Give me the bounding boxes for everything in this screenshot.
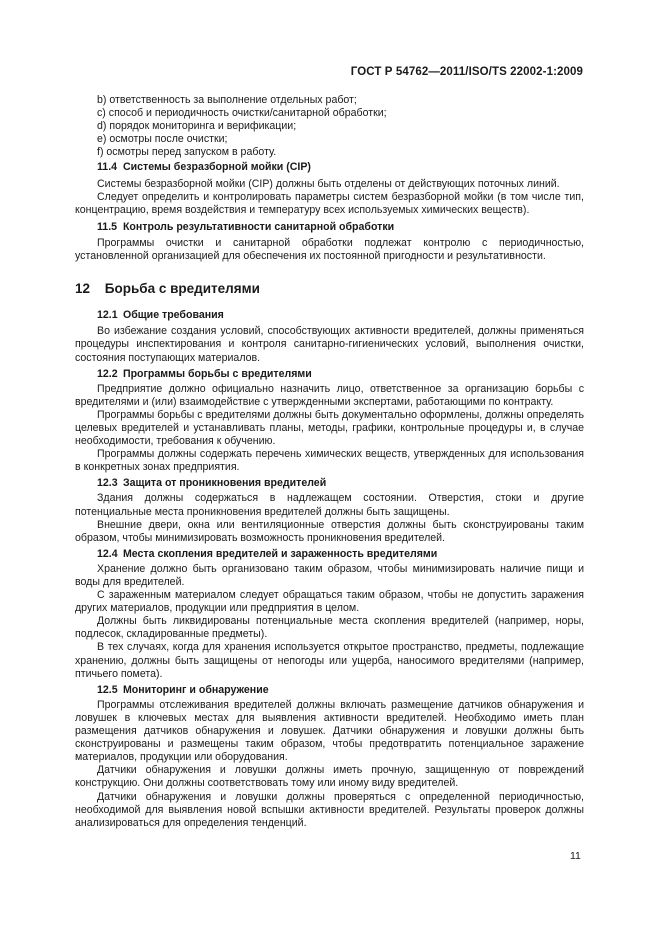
paragraph: Должны быть ликвидированы потенциальные места скопления вредителей (например, норы, подлесок, складированные предметы). <box>75 615 584 641</box>
section-heading-12-2: 12.2 Программы борьбы с вредителями <box>97 367 312 380</box>
paragraph: С зараженным материалом следует обращаться таким образом, чтобы не допустить заражения других материалов, продукции или предприятия в целом. <box>75 589 584 615</box>
paragraph: Следует определить и контролировать параметры систем безразборной мойки (в том числе тип, концентрацию, время воздействия и температуру всех используемых химических веществ). <box>75 190 584 216</box>
chapter-heading-12: 12 Борьба с вредителями <box>75 281 260 297</box>
paragraph: Датчики обнаружения и ловушки должны иметь прочную, защищенную от повреждений конструкцию. Они должны соответствовать тому или иному виду вредителей. <box>75 764 584 790</box>
paragraph: Здания должны содержаться в надлежащем состоянии. Отверстия, стоки и другие потенциальные места проникновения вредителей должны быть защищены. <box>75 492 584 518</box>
list-item: e) осмотры после очистки; <box>97 133 228 146</box>
paragraph: Во избежание создания условий, способствующих активности вредителей, должны применяться процедуры инспектирования и контроля санитарно-гигиенических условий, выполнения очистки, состояния поступающих материалов. <box>75 325 584 364</box>
paragraph: В тех случаях, когда для хранения используется открытое пространство, предметы, подлежащие хранению, должны быть защищены от непогоды или ущерба, наносимого вредителями (например, птичьего помета). <box>75 641 584 680</box>
standard-header: ГОСТ Р 54762—2011/ISO/TS 22002-1:2009 <box>350 66 583 78</box>
section-heading-12-1: 12.1 Общие требования <box>97 309 224 322</box>
list-item: b) ответственность за выполнение отдельных работ; <box>97 94 357 106</box>
list-item: d) порядок мониторинга и верификации; <box>97 120 297 133</box>
paragraph: Программы отслеживания вредителей должны включать размещение датчиков обнаружения и ловушек в ключевых местах для выявления активности вредителей. Необходимо иметь план размещения датчиков обнаружения и ловушек. Датчики обнаружения и ловушки должны быть сконструированы и размещены таким образом, чтобы предотвратить потенциальное заражение материалов, продукции или оборудования. <box>75 698 584 764</box>
section-heading-12-3: 12.3 Защита от проникновения вредителей <box>97 477 327 490</box>
paragraph: Системы безразборной мойки (CIP) должны быть отделены от действующих поточных линий. <box>97 177 560 190</box>
list-item: f) осмотры перед запуском в работу. <box>97 146 277 159</box>
page-number: 11 <box>570 850 581 862</box>
section-heading-12-5: 12.5 Мониторинг и обнаружение <box>97 683 269 696</box>
paragraph: Хранение должно быть организовано таким образом, чтобы минимизировать наличие пищи и воды для вредителей. <box>75 562 584 588</box>
paragraph: Программы борьбы с вредителями должны быть документально оформлены, должны определять целевых вредителей и устанавливать планы, методы, графики, контрольные процедуры и, в случае необходимости, требования к обучению. <box>75 408 584 448</box>
paragraph: Предприятие должно официально назначить лицо, ответственное за организацию борьбы с вредителями и (или) взаимодействие с утвержденными экспертами, работающими по контракту. <box>75 382 584 408</box>
section-heading-11-4: 11.4 Системы безразборной мойки (CIP) <box>97 161 311 174</box>
list-item: c) способ и периодичность очистки/санитарной обработки; <box>97 107 387 120</box>
paragraph: Датчики обнаружения и ловушки должны проверяться с определенной периодичностью, необходимой для выявления новой вспышки активности вредителей. Результаты проверок должны анализироваться для определения тенденций. <box>75 790 584 829</box>
paragraph: Программы должны содержать перечень химических веществ, утвержденных для использования в конкретных зонах предприятия. <box>75 448 584 474</box>
section-heading-12-4: 12.4 Места скопления вредителей и зараженность вредителями <box>97 547 438 560</box>
list <box>75 94 584 159</box>
paragraph: Программы очистки и санитарной обработки подлежат контролю с периодичностью, установленной организацией для обеспечения их постоянной пригодности и результативности. <box>75 236 584 263</box>
page-content <box>75 94 584 830</box>
paragraph: Внешние двери, окна или вентиляционные отверстия должны быть сконструированы таким образом, чтобы минимизировать возможность проникновения вредителей. <box>75 518 584 544</box>
section-heading-11-5: 11.5 Контроль результативности санитарной обработки <box>97 220 395 233</box>
